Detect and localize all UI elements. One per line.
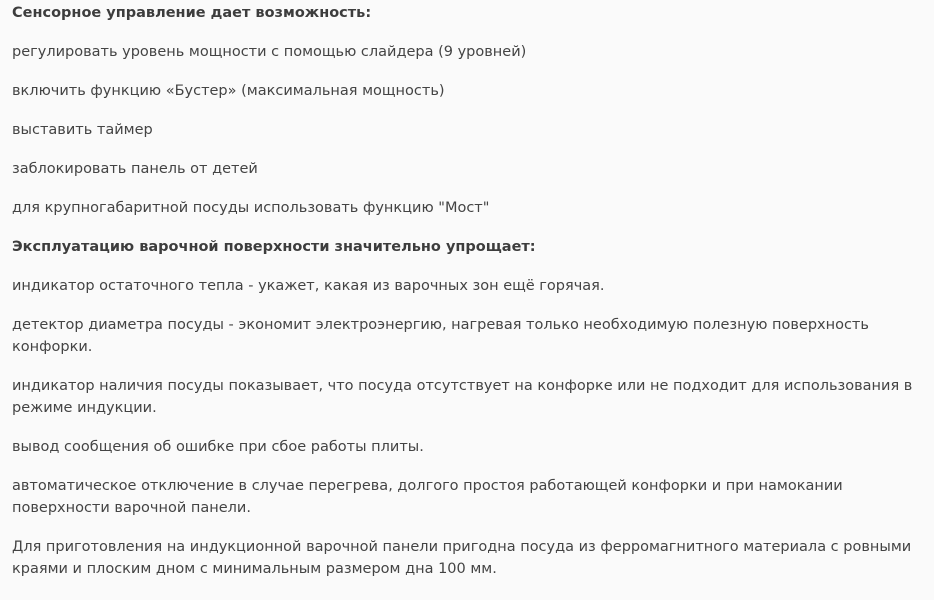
- feature-item: для крупногабаритной посуды использовать функцию "Мост": [12, 200, 490, 216]
- cookware-note: Для приготовления на индукционной варочной панели пригодна посуда из ферромагнитного материала с ровными краями и плоским дном с минимальным размером дна 100 мм.: [12, 539, 912, 577]
- feature-item: индикатор наличия посуды показывает, что посуда отсутствует на конфорке или не подходит для использования в режиме индукции.: [12, 378, 913, 416]
- feature-item: детектор диаметра посуды - экономит электроэнергию, нагревая только необходимую полезную поверхность конфорки.: [12, 317, 869, 355]
- feature-item: индикатор остаточного тепла - укажет, какая из варочных зон ещё горячая.: [12, 278, 605, 294]
- section-heading-touch-control: Сенсорное управление дает возможность:: [12, 5, 372, 21]
- section-heading-operation: Эксплуатацию варочной поверхности значительно упрощает:: [12, 239, 536, 255]
- feature-item: вывод сообщения об ошибке при сбое работы плиты.: [12, 439, 424, 455]
- feature-item: регулировать уровень мощности с помощью слайдера (9 уровней): [12, 44, 527, 60]
- feature-item: заблокировать панель от детей: [12, 161, 258, 177]
- feature-item: автоматическое отключение в случае перегрева, долгого простоя работающей конфорки и при намокании поверхности варочной панели.: [12, 478, 843, 516]
- feature-item: включить функцию «Бустер» (максимальная мощность): [12, 83, 445, 99]
- feature-item: выставить таймер: [12, 122, 153, 138]
